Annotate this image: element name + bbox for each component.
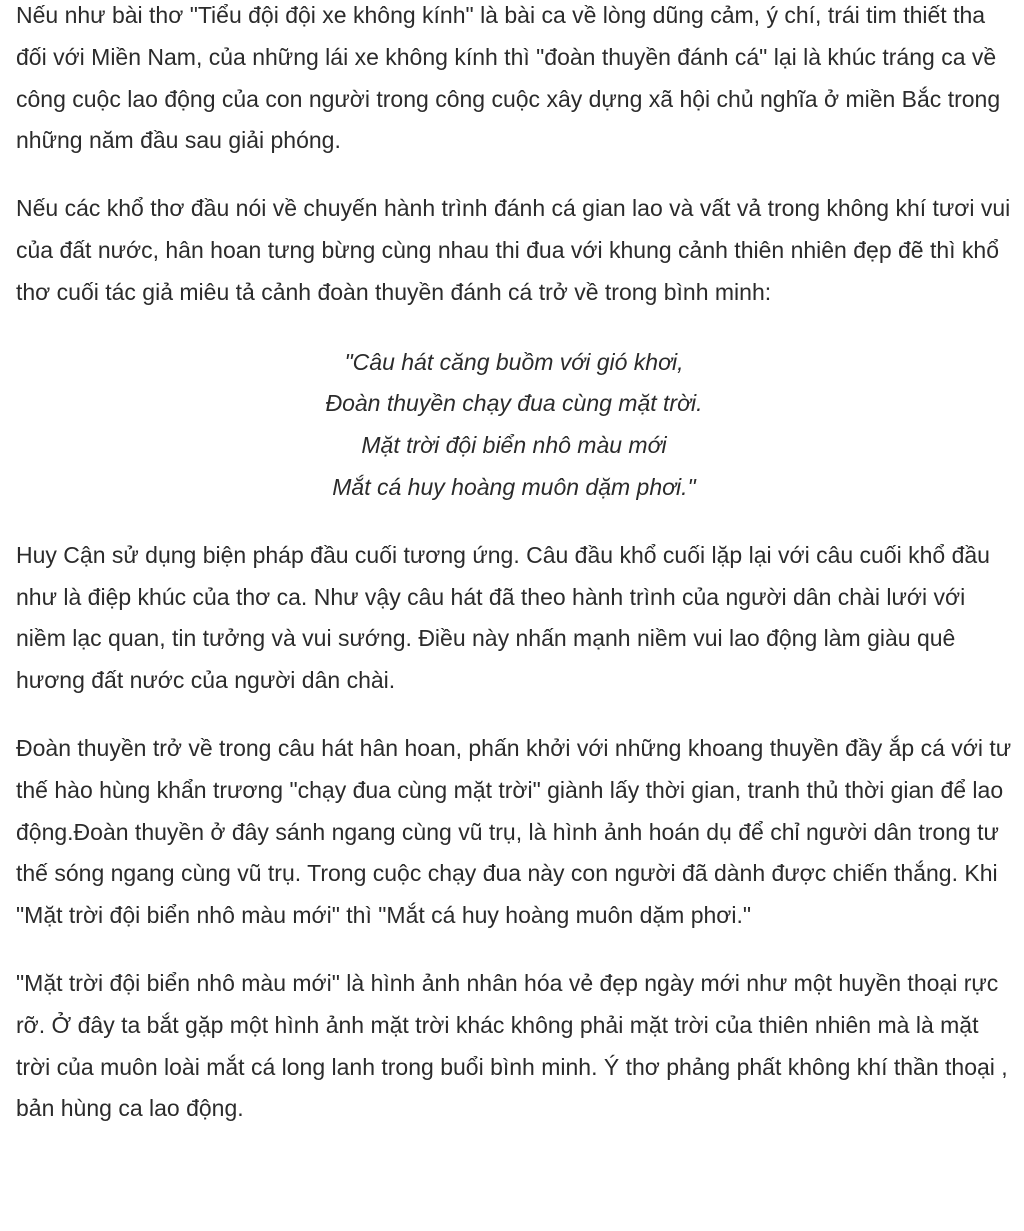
paragraph-analysis-3: "Mặt trời đội biển nhô màu mới" là hình ảnh nhân hóa vẻ đẹp ngày mới như một huyền thoại rực rỡ. Ở đây ta bắt gặp một hình ảnh mặt trời khác không phải mặt trời của thiên nhiên mà là mặt trời của muôn loài mắt cá long lanh trong buổi bình minh. Ý thơ phảng phất không khí thần thoại , bản hùng ca lao động. xyxy=(16,969,1008,1122)
poem-line: Mặt trời đội biển nhô màu mới xyxy=(361,432,667,459)
poem-line: Mắt cá huy hoàng muôn dặm phơi." xyxy=(332,473,696,500)
poem-excerpt xyxy=(16,342,1012,509)
poem-line: Đoàn thuyền chạy đua cùng mặt trời. xyxy=(325,390,703,417)
paragraph-intro: Nếu như bài thơ "Tiểu đội đội xe không kính" là bài ca về lòng dũng cảm, ý chí, trái tim thiết tha đối với Miền Nam, của những lái xe không kính thì "đoàn thuyền đánh cá" lại là khúc tráng ca về công cuộc lao động của con người trong công cuộc xây dựng xã hội chủ nghĩa ở miền Bắc trong những năm đầu sau giải phóng. xyxy=(16,2,1001,154)
poem-line: "Câu hát căng buồm với gió khơi, xyxy=(344,348,684,375)
paragraph-context: Nếu các khổ thơ đầu nói về chuyến hành trình đánh cá gian lao và vất vả trong không khí tươi vui của đất nước, hân hoan tưng bừng cùng nhau thi đua với khung cảnh thiên nhiên đẹp đẽ thì khổ thơ cuối tác giả miêu tả cảnh đoàn thuyền đánh cá trở về trong bình minh: xyxy=(16,195,1011,305)
paragraph-analysis-2: Đoàn thuyền trở về trong câu hát hân hoan, phấn khởi với những khoang thuyền đầy ắp cá với tư thế hào hùng khẩn trương "chạy đua cùng mặt trời" giành lấy thời gian, tranh thủ thời gian để lao động.Đoàn thuyền ở đây sánh ngang cùng vũ trụ, là hình ảnh hoán dụ để chỉ người dân trong tư thế sóng ngang cùng vũ trụ. Trong cuộc chạy đua này con người đã dành được chiến thắng. Khi "Mặt trời đội biển nhô màu mới" thì "Mắt cá huy hoàng muôn dặm phơi." xyxy=(16,734,1012,929)
paragraph-analysis-1: Huy Cận sử dụng biện pháp đầu cuối tương ứng. Câu đầu khổ cuối lặp lại với câu cuối khổ đầu như là điệp khúc của thơ ca. Như vậy câu hát đã theo hành trình của người dân chài lưới với niềm lạc quan, tin tưởng và vui sướng. Điều này nhấn mạnh niềm vui lao động làm giàu quê hương đất nước của người dân chài. xyxy=(16,541,990,694)
